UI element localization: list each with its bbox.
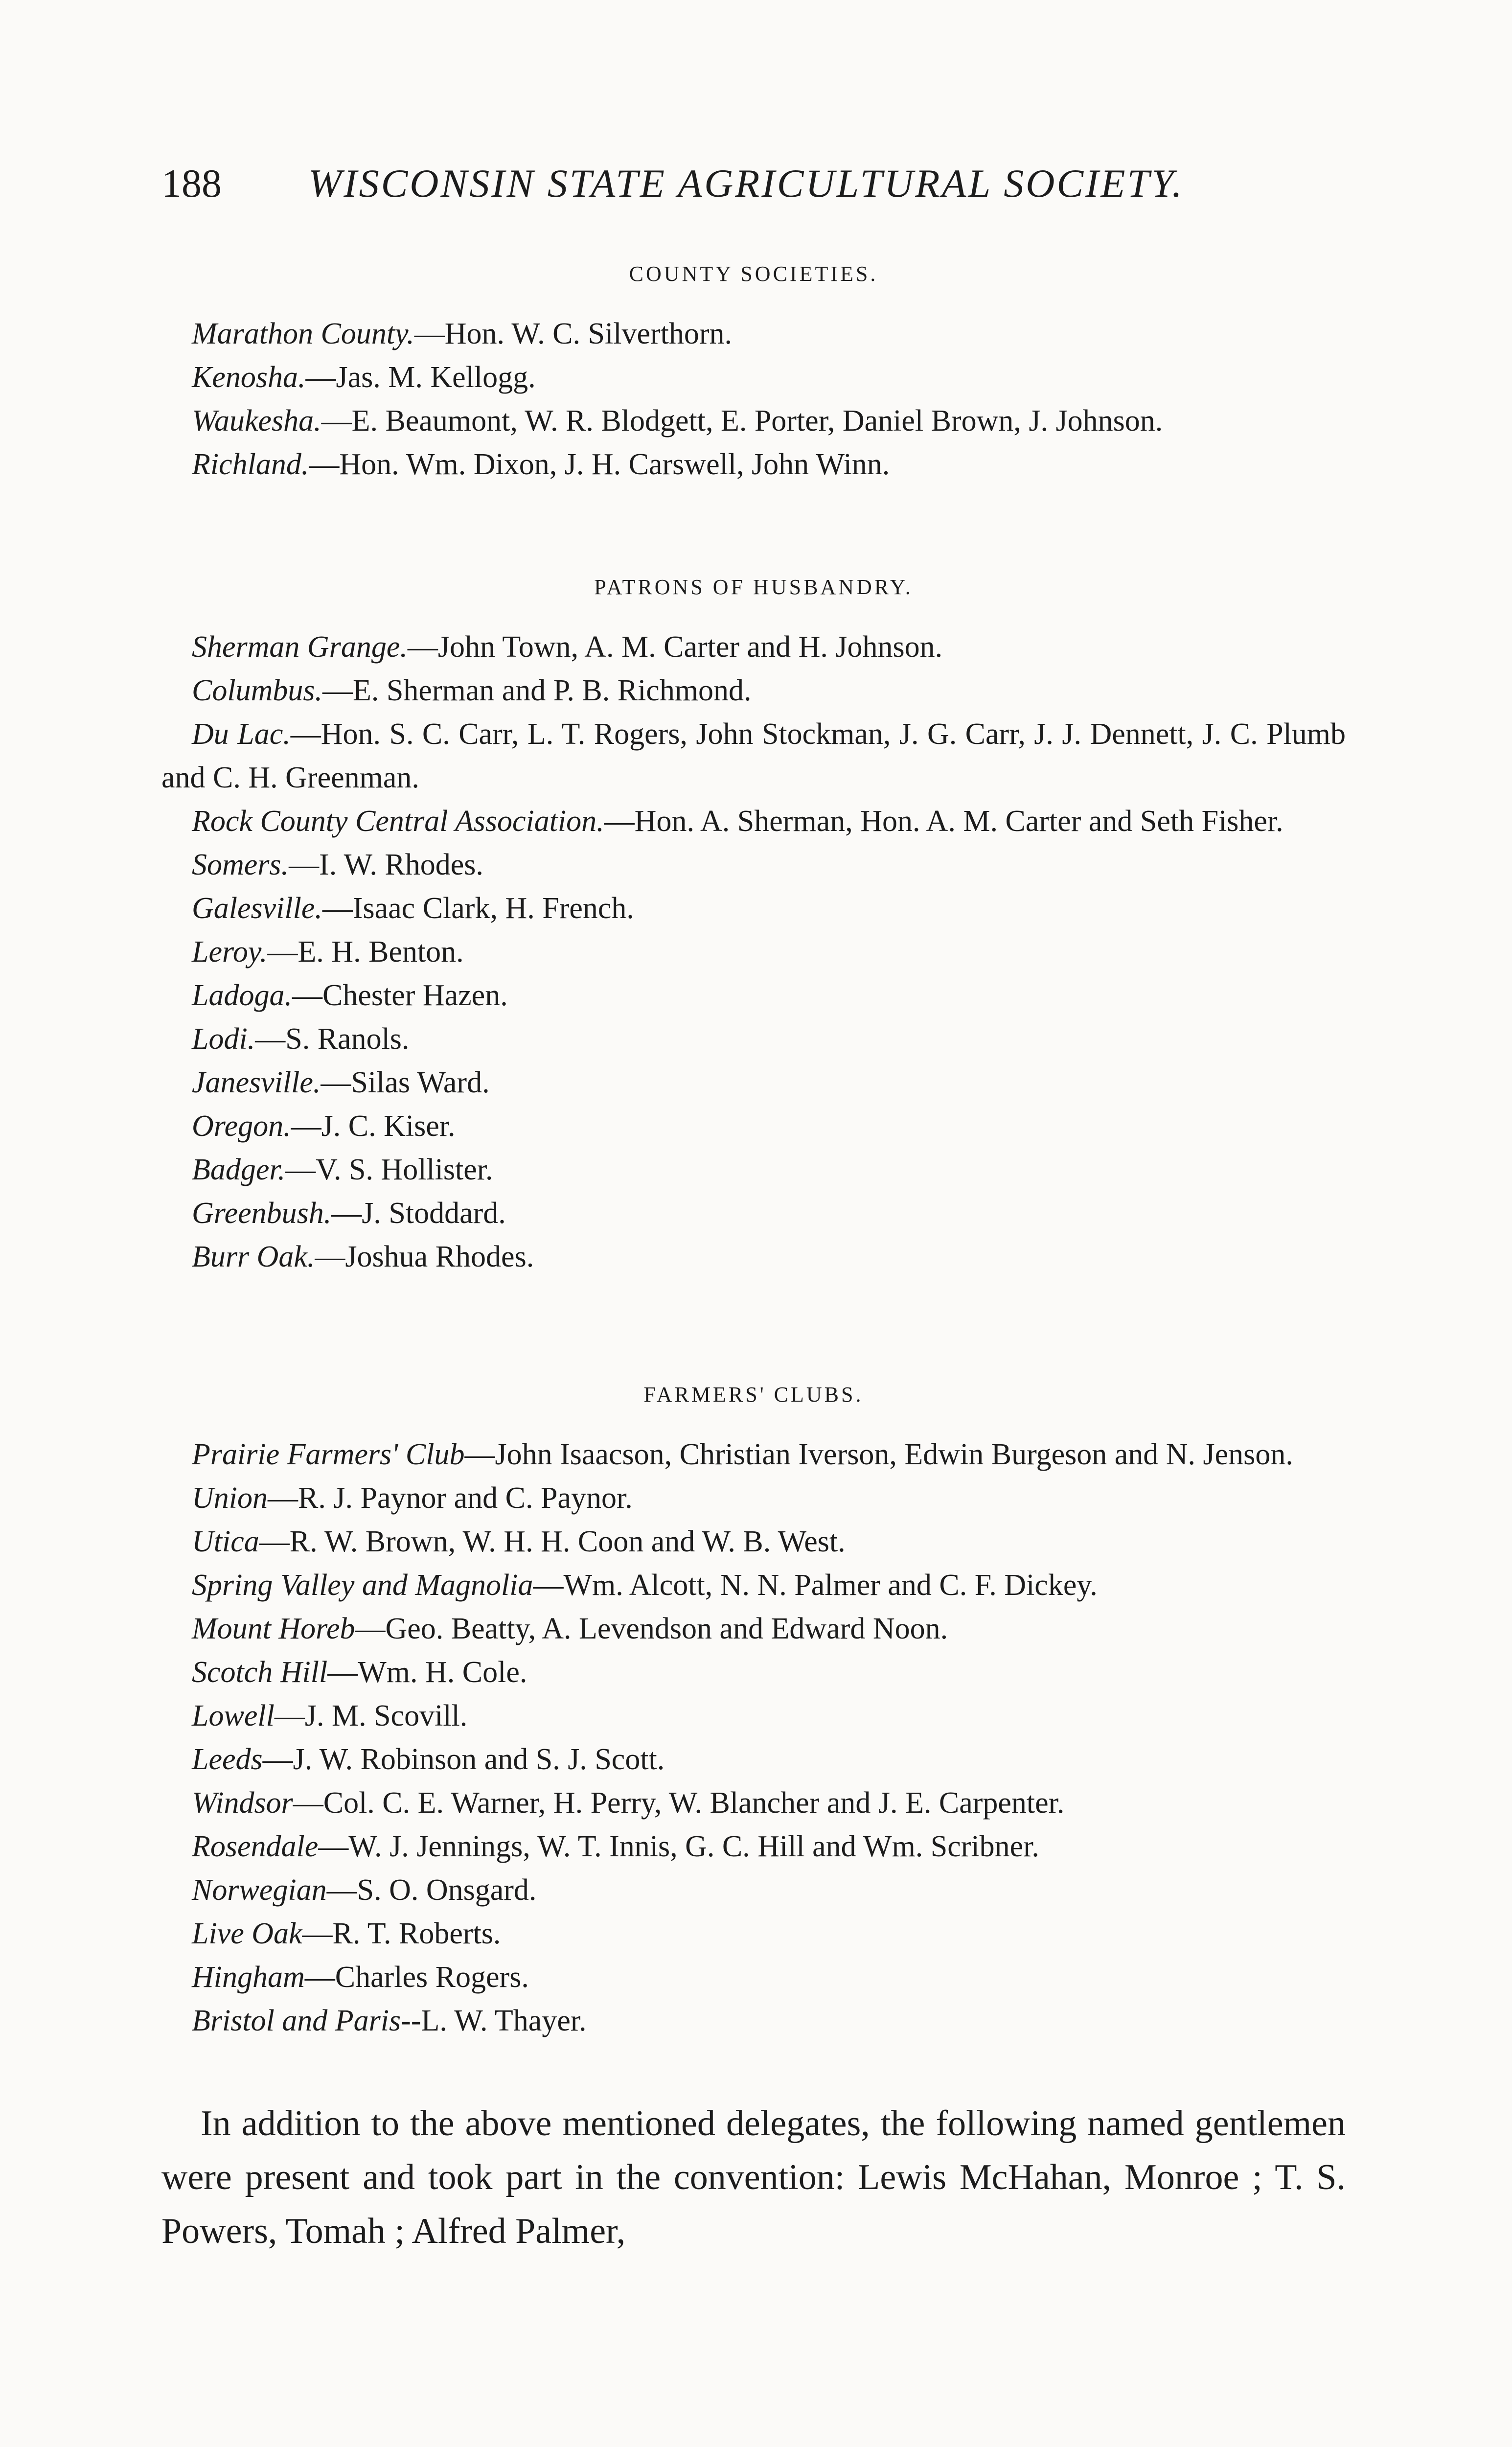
delegates: —I. W. Rhodes.: [289, 848, 483, 881]
club-name: Mount Horeb: [192, 1612, 355, 1645]
list-item: [161, 930, 1346, 974]
delegates: —John Town, A. M. Carter and H. Johnson.: [407, 630, 943, 664]
list-item: [161, 974, 1346, 1017]
list-item: [161, 1825, 1346, 1869]
list-item: [161, 399, 1346, 443]
running-title: WISCONSIN STATE AGRICULTURAL SOCIETY.: [308, 161, 1184, 206]
delegates: —R. J. Paynor and C. Paynor.: [268, 1481, 633, 1515]
club-name: Bristol and Paris: [192, 2004, 401, 2037]
list-item: [161, 800, 1346, 843]
delegates: —Charles Rogers.: [304, 1961, 529, 1994]
list-item: [161, 669, 1346, 713]
society-name: Oregon.: [192, 1109, 291, 1143]
list-item: [161, 1105, 1346, 1148]
club-name: Union: [192, 1481, 268, 1515]
society-name: Rock County Central Association.: [192, 805, 604, 838]
list-item: [161, 1477, 1346, 1520]
delegates: —S. Ranols.: [255, 1022, 410, 1056]
list-item: [161, 1738, 1346, 1781]
delegates: —Joshua Rhodes.: [315, 1240, 534, 1273]
delegates: —E. Beaumont, W. R. Blodgett, E. Porter, Daniel Brown, J. Johnson.: [321, 404, 1163, 438]
delegates: —Wm. Alcott, N. N. Palmer and C. F. Dickey.: [533, 1569, 1098, 1602]
delegates: —Wm. H. Cole.: [327, 1656, 527, 1689]
list-item: [161, 713, 1346, 800]
delegates: —Geo. Beatty, A. Levendson and Edward Noon.: [355, 1612, 948, 1645]
delegates: —J. C. Kiser.: [291, 1109, 456, 1143]
delegates: —Hon. A. Sherman, Hon. A. M. Carter and Seth Fisher.: [604, 805, 1283, 838]
list-item: [161, 1607, 1346, 1651]
delegates: —Jas. M. Kellogg.: [305, 361, 536, 394]
delegates: —Col. C. E. Warner, H. Perry, W. Blancher and J. E. Carpenter.: [293, 1786, 1065, 1820]
list-item: [161, 1781, 1346, 1825]
list-item: [161, 1956, 1346, 1999]
book-page: [161, 157, 1346, 2447]
delegates: —J. Stoddard.: [331, 1197, 506, 1230]
society-name: Leroy.: [192, 935, 268, 969]
list-item: [161, 1520, 1346, 1564]
club-name: Prairie Farmers' Club: [192, 1438, 465, 1471]
delegates: —Hon. S. C. Carr, L. T. Rogers, John Stockman, J. G. Carr, J. J. Dennett, J. C. Plumb and C. H. Greenman.: [161, 717, 1346, 794]
society-name: Badger.: [192, 1153, 286, 1186]
delegates: —E. Sherman and P. B. Richmond.: [322, 674, 752, 707]
delegates: —W. J. Jennings, W. T. Innis, G. C. Hill and Wm. Scribner.: [318, 1830, 1039, 1863]
society-name: Somers.: [192, 848, 289, 881]
list-item: [161, 1192, 1346, 1235]
club-name: Hingham: [192, 1961, 305, 1994]
list-item: [161, 1017, 1346, 1061]
list-item: [161, 1235, 1346, 1279]
delegates: —Hon. Wm. Dixon, J. H. Carswell, John Winn.: [309, 448, 890, 481]
delegates: —John Isaacson, Christian Iverson, Edwin Burgeson and N. Jenson.: [464, 1438, 1293, 1471]
society-name: Ladoga.: [192, 979, 292, 1012]
delegates: —Isaac Clark, H. French.: [322, 892, 634, 925]
society-name: Janesville.: [192, 1066, 321, 1099]
society-name: Du Lac.: [192, 717, 291, 751]
list-item: [161, 1564, 1346, 1607]
society-name: Greenbush.: [192, 1197, 332, 1230]
list-item: [161, 443, 1346, 486]
society-name: Waukesha.: [192, 404, 321, 438]
list-item: [161, 1651, 1346, 1694]
delegates: —Silas Ward.: [321, 1066, 490, 1099]
delegates: —Hon. W. C. Silverthorn.: [414, 317, 732, 350]
delegates: —V. S. Hollister.: [285, 1153, 493, 1186]
section-heading-county-societies: COUNTY SOCIETIES.: [629, 262, 878, 286]
society-name: Richland.: [192, 448, 309, 481]
society-name: Columbus.: [192, 674, 322, 707]
club-name: Leeds: [192, 1743, 263, 1776]
delegates: —R. W. Brown, W. H. H. Coon and W. B. West.: [259, 1525, 846, 1558]
society-name: Lodi.: [192, 1022, 255, 1056]
delegates: —E. H. Benton.: [267, 935, 464, 969]
farmers-clubs-list: [161, 1433, 1346, 2043]
list-item: [161, 625, 1346, 669]
list-item: [161, 1912, 1346, 1956]
county-societies-list: [161, 312, 1346, 486]
list-item: [161, 1433, 1346, 1477]
club-name: Lowell: [192, 1699, 275, 1732]
list-item: [161, 1869, 1346, 1912]
club-name: Windsor: [192, 1786, 293, 1820]
running-head: [161, 157, 1346, 210]
list-item: [161, 1694, 1346, 1738]
list-item: [161, 1999, 1346, 2043]
club-name: Scotch Hill: [192, 1656, 328, 1689]
list-item: [161, 1148, 1346, 1192]
list-item: [161, 356, 1346, 399]
list-item: [161, 312, 1346, 356]
club-name: Live Oak: [192, 1917, 302, 1950]
delegates: —Chester Hazen.: [292, 979, 508, 1012]
club-name: Utica: [192, 1525, 259, 1558]
club-name: Norwegian: [192, 1873, 327, 1907]
page-number: 188: [161, 161, 222, 206]
section-heading-patrons-of-husbandry: PATRONS OF HUSBANDRY.: [594, 575, 913, 599]
club-name: Rosendale: [192, 1830, 319, 1863]
society-name: Marathon County.: [192, 317, 414, 350]
delegates: —J. M. Scovill.: [274, 1699, 468, 1732]
delegates: —S. O. Onsgard.: [326, 1873, 537, 1907]
delegates: —J. W. Robinson and S. J. Scott.: [262, 1743, 665, 1776]
delegates: --L. W. Thayer.: [401, 2004, 587, 2037]
society-name: Burr Oak.: [192, 1240, 315, 1273]
section-heading-farmers-clubs: FARMERS' CLUBS.: [643, 1383, 864, 1407]
society-name: Sherman Grange.: [192, 630, 408, 664]
society-name: Kenosha.: [192, 361, 306, 394]
closing-paragraph: In addition to the above mentioned delegates, the following named gentlemen were present and took part in the convention: Lewis McHahan, Monroe ; T. S. Powers, Tomah ; Alfred Palmer,: [161, 2103, 1346, 2251]
club-name: Spring Valley and Magnolia: [192, 1569, 533, 1602]
list-item: [161, 843, 1346, 887]
society-name: Galesville.: [192, 892, 322, 925]
patrons-of-husbandry-list: [161, 625, 1346, 1279]
delegates: —R. T. Roberts.: [302, 1917, 501, 1950]
list-item: [161, 1061, 1346, 1105]
list-item: [161, 887, 1346, 930]
